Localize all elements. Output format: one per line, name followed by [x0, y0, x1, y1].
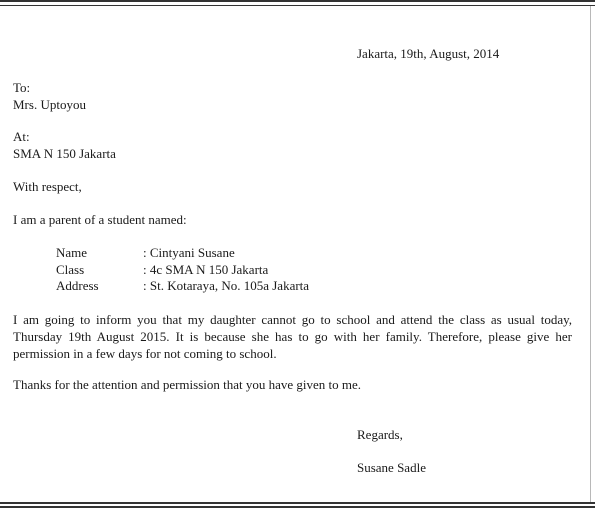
student-class-label: Class	[56, 262, 85, 277]
at-label: At:	[13, 129, 30, 144]
school-name: SMA N 150 Jakarta	[13, 146, 116, 161]
salutation: With respect,	[13, 179, 82, 194]
closing: Regards,	[357, 427, 403, 442]
student-address-label: Address	[56, 278, 99, 293]
student-class-value: : 4c SMA N 150 Jakarta	[143, 262, 269, 277]
student-name-value: : Cintyani Susane	[143, 245, 235, 260]
to-label: To:	[13, 80, 31, 95]
signature-name: Susane Sadle	[357, 460, 426, 475]
letter-date: Jakarta, 19th, August, 2014	[357, 46, 500, 61]
recipient-name: Mrs. Uptoyou	[13, 97, 86, 112]
thanks-line: Thanks for the attention and permission that you have given to me.	[13, 377, 362, 392]
student-address-value: : St. Kotaraya, No. 105a Jakarta	[143, 278, 310, 293]
student-name-label: Name	[56, 245, 88, 260]
body-paragraph: I am going to inform you that my daughter cannot go to school and attend the class as usual today, Thursday 19th August 2015. It is because she has to go with her family. Therefore, please give her permission in a few days for not coming to school.	[13, 312, 572, 361]
bottom-border-rule	[0, 502, 595, 508]
intro-line: I am a parent of a student named:	[13, 212, 187, 227]
